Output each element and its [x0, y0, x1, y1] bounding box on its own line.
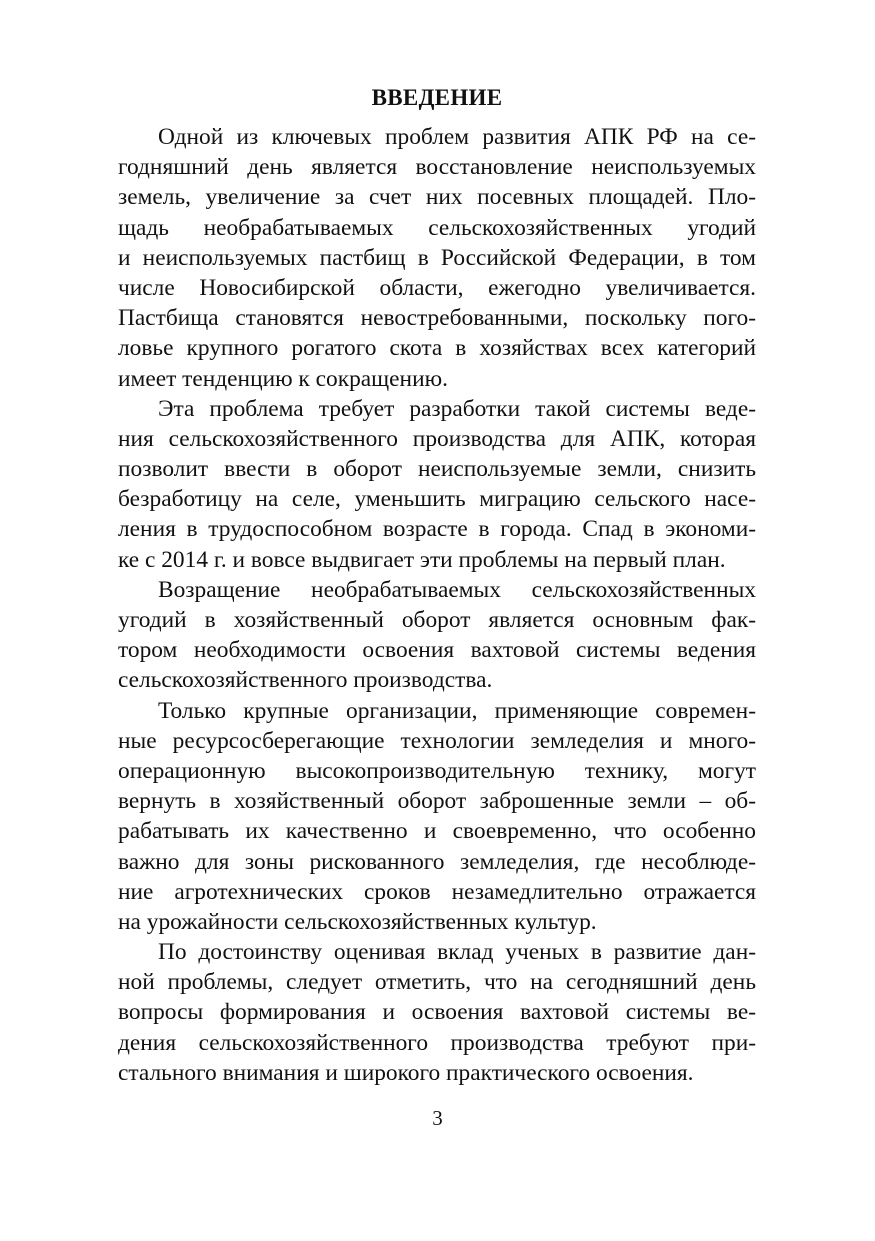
text-line: дения сельскохозяйственного производства требуют при- [118, 1029, 756, 1056]
paragraph [118, 937, 756, 1088]
text-line: ние агротехнических сроков незамедлительно отражается [118, 878, 756, 905]
text-line: Возращение необрабатываемых сельскохозяйственных [158, 576, 756, 603]
text-line: годняшний день является восстановление неиспользуемых [118, 154, 756, 181]
text-line: Пастбища становятся невостребованными, поскольку пого- [118, 305, 756, 332]
paragraph [118, 575, 756, 696]
text-line: стального внимания и широкого практического освоения. [118, 1059, 694, 1086]
text-line: на урожайности сельскохозяйственных культур. [118, 908, 597, 935]
paragraph [118, 122, 756, 394]
text-line: и неиспользуемых пастбищ в Российской Федерации, в том [118, 244, 756, 271]
paragraph [118, 394, 756, 575]
text-line: числе Новосибирской области, ежегодно увеличивается. [118, 274, 756, 301]
text-line: Эта проблема требует разработки такой системы веде- [158, 395, 756, 422]
text-line: ной проблемы, следует отметить, что на сегодняшний день [118, 969, 756, 996]
text-line: ления в трудоспособном возрасте в города. Спад в экономи- [118, 516, 756, 543]
text-line: вопросы формирования и освоения вахтовой системы ве- [118, 999, 756, 1026]
text-line: сельскохозяйственного производства. [118, 667, 493, 694]
text-line: ния сельскохозяйственного производства для АПК, которая [118, 425, 756, 452]
section-heading: ВВЕДЕНИЕ [371, 85, 503, 110]
text-line: угодий в хозяйственный оборот является основным фак- [118, 607, 756, 633]
text-line: позволит ввести в оборот неиспользуемые земли, снизить [118, 456, 756, 483]
text-line: рабатывать их качественно и своевременно, что особенно [118, 818, 756, 845]
text-line: щадь необрабатываемых сельскохозяйственных угодий [118, 214, 756, 241]
text-line: Только крупные организации, применяющие современ- [158, 697, 756, 724]
text-line: земель, увеличение за счет них посевных площадей. Пло- [118, 184, 756, 211]
page-number: 3 [432, 1106, 443, 1130]
text-line: важно для зоны рискованного земледелия, где несоблюде- [118, 848, 756, 875]
text-line: ловье крупного рогатого скота в хозяйствах всех категорий [118, 335, 756, 362]
paragraph [118, 696, 756, 938]
text-line: вернуть в хозяйственный оборот заброшенные земли – об- [118, 788, 756, 815]
text-line: операционную высокопроизводительную технику, могут [118, 757, 756, 784]
text-line: тором необходимости освоения вахтовой системы ведения [118, 637, 756, 664]
text-line: По достоинству оценивая вклад ученых в развитие дан- [158, 939, 756, 966]
text-line: безработицу на селе, уменьшить миграцию сельского насе- [118, 486, 756, 513]
text-line: ке с 2014 г. и вовсе выдвигает эти проблемы на первый план. [118, 546, 726, 573]
text-line: имеет тенденцию к сокращению. [118, 365, 448, 392]
text-line: Одной из ключевых проблем развития АПК РФ на се- [158, 124, 756, 150]
paragraph-list [118, 122, 756, 1088]
text-line: ные ресурсосберегающие технологии земледелия и много- [118, 727, 756, 754]
document-body [118, 84, 756, 1088]
